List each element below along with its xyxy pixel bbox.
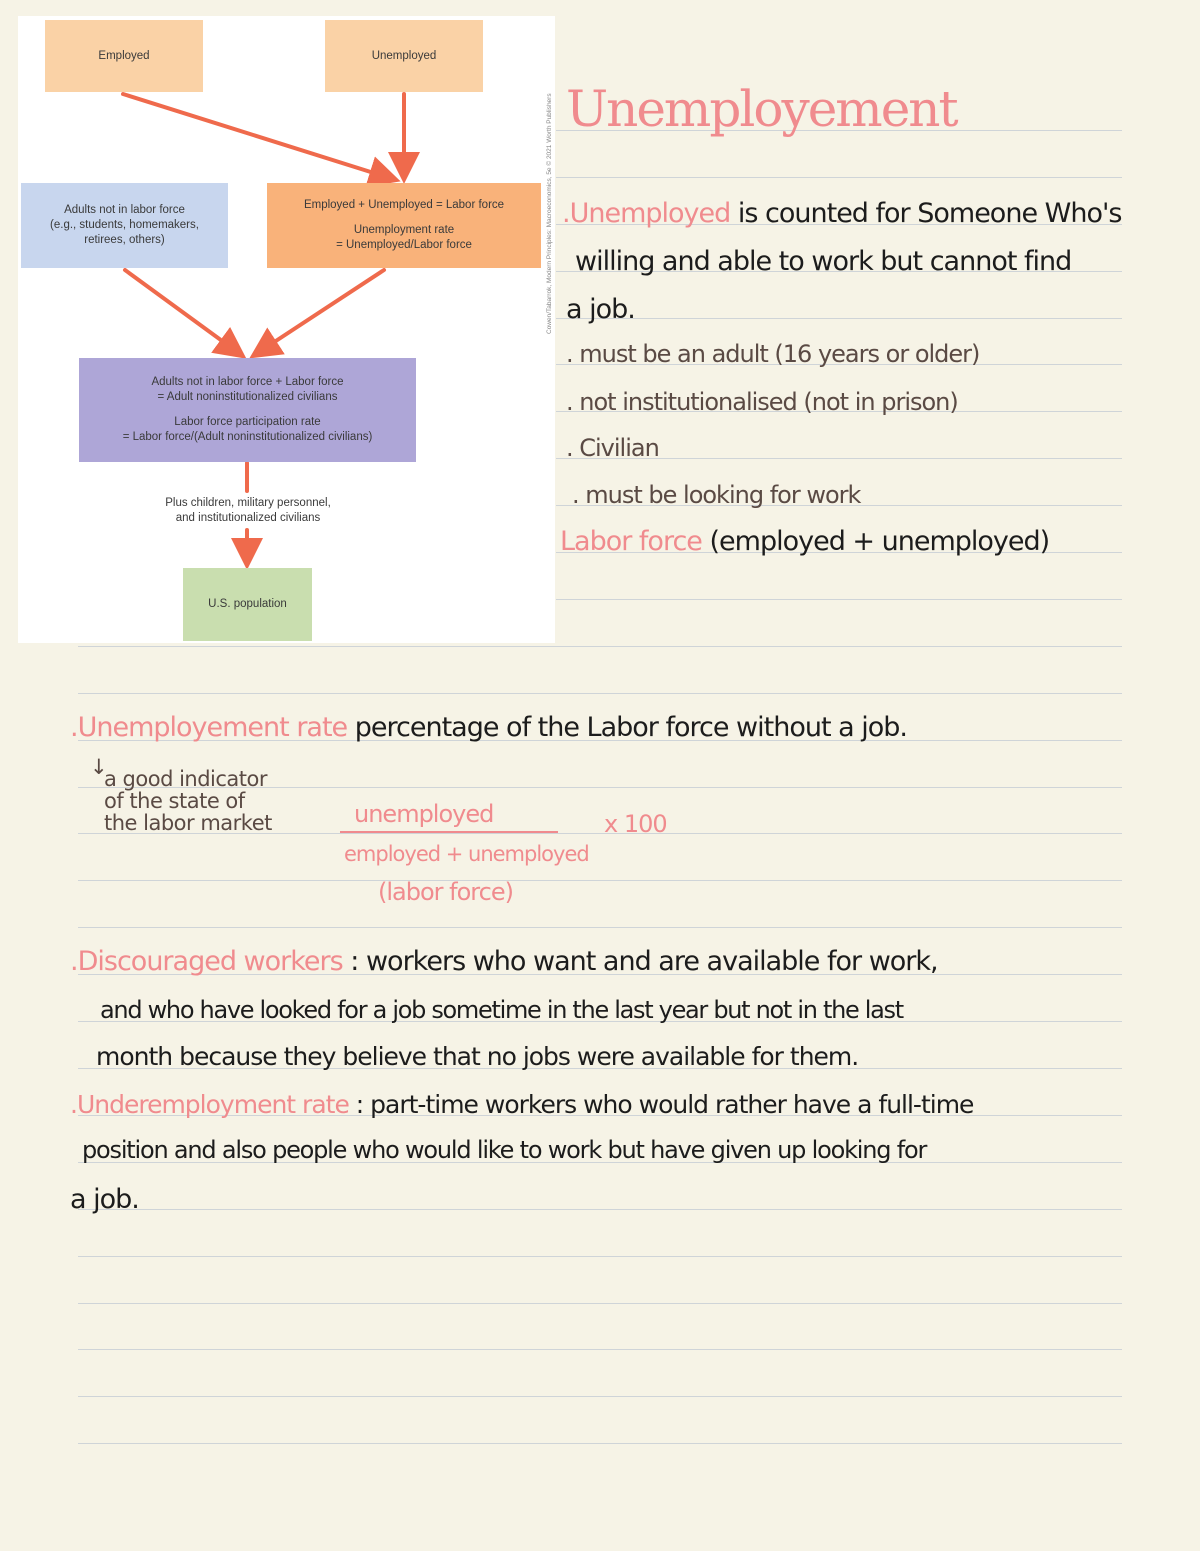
underemployment-term-text: Underemployment rate <box>76 1090 349 1119</box>
ruled-line <box>78 880 1122 881</box>
labor-force-def: (employed + unemployed) <box>709 526 1050 557</box>
formula-denominator: employed + unemployed <box>344 842 589 866</box>
rate-term: .Unemployement rate <box>70 712 348 743</box>
ruled-line <box>556 599 1122 600</box>
criteria-item: . Civilian <box>566 434 659 462</box>
plus-note-line-1: Plus children, military personnel, <box>165 497 331 509</box>
lf-line-3: = Unemployed/Labor force <box>336 239 472 251</box>
notlf-line-2: (e.g., students, homemakers, <box>50 219 199 231</box>
unemployed-definition-line-1 <box>562 198 1121 229</box>
page-title: Unemployement <box>566 80 957 138</box>
population-label: U.S. population <box>208 598 287 610</box>
unemployed-def-2: willing and able to work but cannot find <box>575 246 1072 277</box>
underemployment-line-1 <box>70 1090 973 1119</box>
criteria-item: . not institutionalised (not in prison) <box>566 388 958 416</box>
discouraged-def-1: : workers who want and are available for work, <box>350 946 938 977</box>
formula-fraction-bar <box>340 831 558 833</box>
population-box <box>183 568 312 641</box>
plus-note-line-2: and institutionalized civilians <box>175 512 321 524</box>
unemployed-box <box>325 20 483 92</box>
discouraged-def-2: and who have looked for a job sometime in the last year but not in the last <box>100 996 903 1024</box>
labor-force-box <box>267 183 541 268</box>
arrow-labor-force-to-civilians <box>256 270 384 354</box>
civilians-box <box>79 358 416 462</box>
notlf-line-1: Adults not in labor force <box>64 204 185 216</box>
criteria-item: . must be an adult (16 years or older) <box>566 340 980 368</box>
civ-line-1: Adults not in labor force + Labor force <box>151 376 344 388</box>
labor-force-line <box>560 526 1049 557</box>
formula-denominator-note: (labor force) <box>378 878 513 906</box>
not-in-labor-force-box <box>21 183 228 268</box>
lf-line-1: Employed + Unemployed = Labor force <box>303 199 505 211</box>
plus-note <box>118 496 378 526</box>
unemployed-label: Unemployed <box>371 49 437 62</box>
unemployment-rate-line <box>70 712 907 743</box>
discouraged-term: .Discouraged workers <box>70 946 343 977</box>
rate-note-arrow: ↓ <box>90 755 108 779</box>
diagram-arrows <box>18 16 555 643</box>
ruled-line <box>556 177 1122 178</box>
unemployed-def-1: is counted for Someone Who's <box>737 198 1122 229</box>
ruled-line <box>78 1349 1122 1350</box>
discouraged-line-1 <box>70 946 938 977</box>
ruled-line <box>78 693 1122 694</box>
rate-note <box>104 768 272 834</box>
formula-numerator: unemployed <box>354 800 494 828</box>
ruled-line <box>78 1256 1122 1257</box>
lf-line-2: Unemployment rate <box>353 224 455 236</box>
ruled-line <box>78 1209 1122 1210</box>
labor-force-diagram <box>18 16 555 643</box>
rate-note-line-3: the labor market <box>104 811 272 835</box>
underemployment-def-2: position and also people who would like to work but have given up looking for <box>82 1136 927 1164</box>
underemployment-def-3: a job. <box>70 1184 139 1215</box>
rate-def: percentage of the Labor force without a job. <box>354 712 908 743</box>
ruled-line <box>78 646 1122 647</box>
rate-term-text: Unemployement rate <box>77 712 348 743</box>
civ-line-4: = Labor force/(Adult noninstitutionalized civilians) <box>122 431 373 443</box>
civ-line-2: = Adult noninstitutionalized civilians <box>157 391 338 403</box>
rate-note-line-2: of the state of <box>104 789 245 813</box>
ruled-line <box>78 1303 1122 1304</box>
publisher-credit: Cowen/Tabarrok, Modern Principles: Macroeconomics, 5e © 2021 Worth Publishers <box>546 93 553 334</box>
unemployed-term-text: Unemployed <box>569 198 731 229</box>
unemployed-def-3: a job. <box>566 294 635 325</box>
formula-multiplier: x 100 <box>604 810 667 838</box>
rate-note-line-1: a good indicator <box>104 767 268 791</box>
employed-label: Employed <box>98 49 150 62</box>
ruled-line <box>556 318 1122 319</box>
ruled-line <box>78 1396 1122 1397</box>
discouraged-def-3: month because they believe that no jobs were available for them. <box>96 1042 859 1071</box>
ruled-line <box>78 927 1122 928</box>
employed-box <box>45 20 203 92</box>
underemployment-def-1: : part-time workers who would rather have a full-time <box>355 1090 974 1119</box>
ruled-line <box>78 1443 1122 1444</box>
arrow-notlf-to-civilians <box>125 270 240 354</box>
unemployed-term: .Unemployed <box>562 198 731 229</box>
arrow-employed-to-labor-force <box>123 94 393 179</box>
underemployment-term: .Underemployment rate <box>70 1090 349 1119</box>
civ-line-3: Labor force participation rate <box>174 416 321 428</box>
criteria-item: . must be looking for work <box>572 481 861 509</box>
notlf-line-3: retirees, others) <box>84 234 165 246</box>
labor-force-term: Labor force <box>560 526 702 557</box>
discouraged-term-text: Discouraged workers <box>77 946 343 977</box>
